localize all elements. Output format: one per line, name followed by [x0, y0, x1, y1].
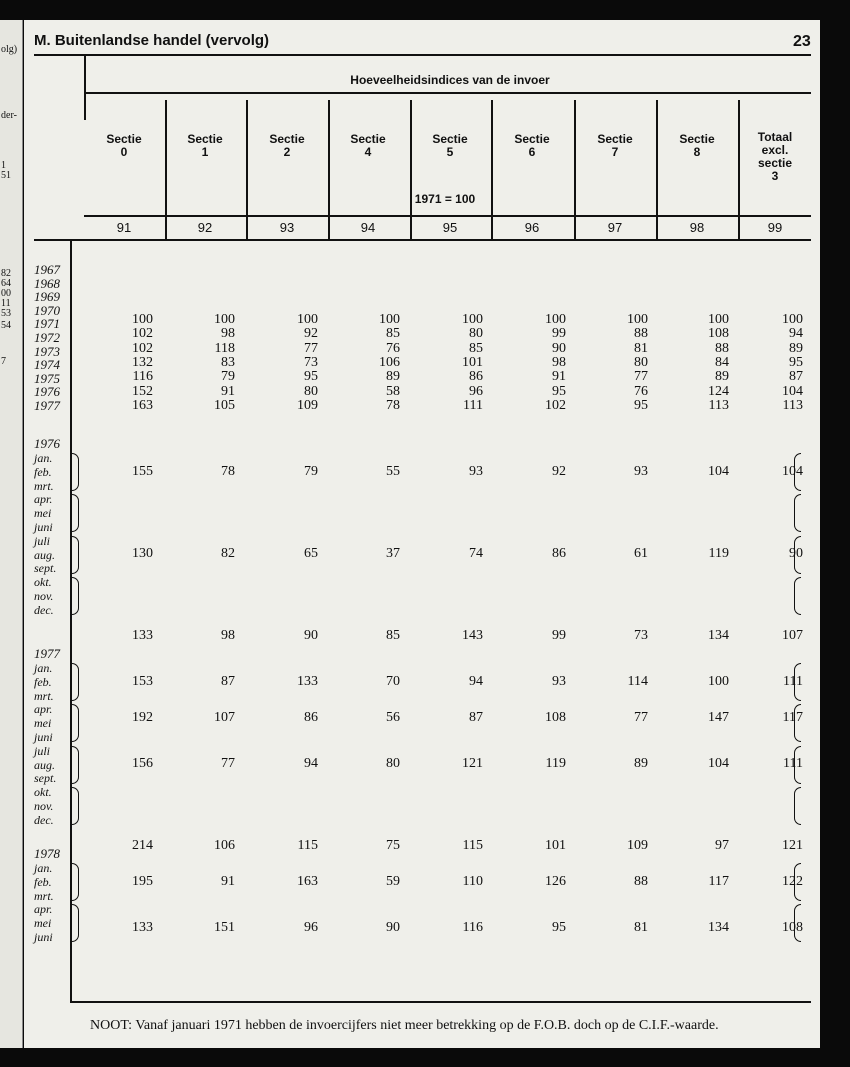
header-rule: [34, 54, 811, 56]
table-cell: 100: [545, 312, 566, 327]
table-cell: 92: [552, 464, 566, 479]
column-header-4: 4: [364, 145, 372, 159]
period-year-label: 1977: [34, 646, 60, 661]
quarter-brace: [72, 494, 79, 532]
table-cell: 91: [221, 383, 235, 399]
strip-fragment: 00: [1, 288, 11, 299]
column-header-9: Totaal: [757, 130, 793, 144]
table-cell: 81: [634, 920, 648, 935]
month-label: mei: [34, 716, 52, 731]
table-cell: 132: [132, 354, 153, 370]
quarter-brace: [794, 904, 801, 942]
table-cell: 98: [552, 354, 566, 370]
column-header-9: sectie: [757, 156, 793, 170]
table-cell: 109: [627, 838, 648, 853]
column-header-4: Sectie: [350, 132, 386, 146]
table-cell: 95: [634, 397, 648, 413]
page-number: 23: [793, 33, 811, 50]
month-label: mrt.: [34, 888, 54, 903]
table-cell: 59: [386, 874, 400, 889]
month-label: mrt.: [34, 478, 54, 493]
table-cell: 37: [386, 546, 400, 561]
quarter-brace: [794, 704, 801, 742]
footnote: NOOT: Vanaf januari 1971 hebben de invoercijfers niet meer betrekking op de F.O.B. doch op de C.I.F.-waarde.: [90, 1018, 719, 1033]
table-cell: 56: [386, 710, 400, 725]
stub-column-rule: [70, 239, 72, 1003]
table-cell: 93: [469, 464, 483, 479]
table-cell: 76: [386, 340, 400, 356]
table-cell: 78: [221, 464, 235, 479]
column-separator: [410, 100, 412, 240]
month-label: juni: [34, 930, 53, 944]
table-cell: 77: [304, 340, 318, 356]
table-cell: 108: [782, 920, 803, 935]
table-cell: 114: [627, 674, 648, 689]
table-cell: 92: [304, 326, 318, 342]
table-cell: 89: [634, 756, 648, 771]
table-cell: 155: [132, 464, 153, 479]
table-cell: 195: [132, 874, 153, 889]
quarter-brace: [72, 453, 79, 491]
column-header-6: Sectie: [514, 132, 550, 146]
table-cell: 88: [634, 326, 648, 342]
table-cell: 80: [469, 326, 483, 342]
period-year-label: 1978: [34, 846, 60, 861]
column-separator: [328, 100, 330, 240]
table-cell: 90: [789, 546, 803, 561]
table-cell: 108: [545, 710, 566, 725]
column-separator: [165, 100, 167, 240]
table-cell: 89: [789, 340, 803, 356]
table-bottom-rule: [70, 1001, 811, 1003]
table-cell: 121: [782, 838, 803, 853]
table-cell: 95: [304, 369, 318, 385]
year-label: 1975: [34, 370, 60, 386]
year-label: 1977: [34, 398, 60, 413]
table-cell: 111: [783, 756, 803, 771]
table-cell: 100: [708, 674, 729, 689]
table-cell: 113: [782, 397, 803, 413]
table-cell: 55: [386, 464, 400, 479]
month-label: jan.: [34, 661, 53, 675]
table-cell: 100: [782, 312, 803, 327]
code-row-rule: [34, 239, 811, 241]
month-label: juli: [34, 743, 51, 758]
table-cell: 79: [304, 464, 318, 479]
month-label: sept.: [34, 561, 57, 576]
table-cell: 96: [469, 383, 483, 399]
year-label: 1971: [34, 316, 60, 332]
month-label: jan.: [34, 451, 53, 465]
column-header-7: 7: [611, 145, 619, 159]
table-cell: 90: [386, 920, 400, 935]
strip-fragment: 11: [1, 298, 11, 309]
column-header-2: Sectie: [187, 132, 223, 146]
table-cell: 77: [634, 710, 648, 725]
table-cell: 163: [297, 874, 318, 889]
table-cell: 110: [462, 874, 483, 889]
strip-fragment: olg): [1, 44, 18, 55]
page-title: M. Buitenlandse handel (vervolg): [34, 32, 270, 49]
column-code: 93: [279, 220, 295, 235]
column-header-5: 5: [446, 145, 454, 159]
table-cell: 130: [132, 546, 153, 561]
strip-fragment: 54: [1, 320, 11, 331]
column-code: 95: [442, 220, 458, 235]
column-header-7: Sectie: [597, 132, 633, 146]
table-cell: 91: [552, 369, 566, 385]
table-cell: 93: [634, 464, 648, 479]
table-cell: 73: [304, 354, 318, 370]
quarter-brace: [72, 577, 79, 615]
quarter-brace: [794, 577, 801, 615]
month-label: apr.: [34, 492, 53, 507]
table-cell: 104: [708, 756, 729, 771]
quarter-brace: [794, 494, 801, 532]
year-label: 1967: [34, 262, 60, 277]
year-label: 1970: [34, 302, 60, 318]
table-cell: 134: [708, 920, 729, 935]
year-label: 1973: [34, 343, 60, 359]
month-label: juni: [34, 730, 53, 744]
table-cell: 106: [214, 838, 235, 853]
table-cell: 76: [634, 383, 648, 399]
column-header-9: 3: [771, 169, 779, 183]
month-label: juni: [34, 520, 53, 534]
column-header-3: Sectie: [269, 132, 305, 146]
table-cell: 100: [132, 312, 153, 327]
quarter-brace: [72, 904, 79, 942]
table-cell: 86: [469, 369, 483, 385]
column-separator: [491, 100, 493, 240]
table-cell: 85: [469, 340, 483, 356]
table-cell: 101: [545, 838, 566, 853]
table-cell: 95: [552, 383, 566, 399]
table-cell: 108: [708, 326, 729, 342]
caption-left-rule: [84, 56, 86, 120]
table-cell: 116: [462, 920, 483, 935]
table-cell: 111: [783, 674, 803, 689]
column-code: 98: [689, 220, 705, 235]
table-cell: 102: [545, 397, 566, 413]
table-cell: 95: [552, 920, 566, 935]
column-header-3: 2: [283, 145, 291, 159]
table-cell: 133: [297, 674, 318, 689]
table-cell: 152: [132, 383, 153, 399]
table-cell: 73: [634, 628, 648, 643]
adjacent-page-strip: [0, 20, 23, 1048]
table-cell: 105: [214, 397, 235, 413]
table-cell: 121: [462, 756, 483, 771]
caption-rule: [84, 92, 811, 94]
table-cell: 133: [132, 920, 153, 935]
table-cell: 104: [782, 383, 803, 399]
quarter-brace: [72, 746, 79, 784]
month-label: dec.: [34, 812, 54, 827]
table-cell: 87: [789, 369, 803, 385]
table-cell: 102: [132, 340, 153, 356]
header-bottom-rule: [84, 215, 811, 217]
table-cell: 147: [708, 710, 729, 725]
column-code: 91: [116, 220, 132, 235]
table-cell: 61: [634, 546, 648, 561]
table-cell: 100: [462, 312, 483, 327]
table-cell: 117: [782, 710, 803, 725]
column-header-8: Sectie: [679, 132, 715, 146]
table-cell: 84: [715, 354, 729, 370]
table-cell: 115: [297, 838, 318, 853]
table-cell: 133: [132, 628, 153, 643]
table-cell: 87: [221, 674, 235, 689]
table-cell: 143: [462, 628, 483, 643]
table-cell: 94: [469, 674, 483, 689]
quarter-brace: [72, 704, 79, 742]
table-cell: 101: [462, 354, 483, 370]
table-cell: 122: [782, 874, 803, 889]
month-label: mrt.: [34, 688, 54, 703]
table-cell: 107: [782, 628, 803, 643]
page: [24, 20, 820, 1048]
table-cell: 75: [386, 838, 400, 853]
table-cell: 82: [221, 546, 235, 561]
table-cell: 116: [132, 369, 153, 385]
month-label: sept.: [34, 771, 57, 786]
table-cell: 100: [379, 312, 400, 327]
table-cell: 90: [552, 340, 566, 356]
table-cell: 99: [552, 628, 566, 643]
table-cell: 119: [545, 756, 566, 771]
table-cell: 58: [386, 383, 400, 399]
column-header-1: 0: [120, 145, 128, 159]
table-cell: 109: [297, 397, 318, 413]
quarter-brace: [72, 787, 79, 825]
month-label: okt.: [34, 575, 52, 590]
column-code: 96: [524, 220, 540, 235]
month-label: aug.: [34, 757, 55, 772]
table-cell: 111: [463, 397, 483, 413]
table-cell: 124: [708, 383, 729, 399]
month-label: dec.: [34, 602, 54, 617]
strip-fragment: 7: [1, 356, 6, 367]
quarter-brace: [72, 536, 79, 574]
year-label: 1976: [34, 384, 60, 400]
table-cell: 94: [304, 756, 318, 771]
table-cell: 85: [386, 628, 400, 643]
table-cell: 214: [132, 838, 153, 853]
table-cell: 104: [782, 464, 803, 479]
table-cell: 98: [221, 628, 235, 643]
column-code: 97: [607, 220, 623, 235]
base-year-label: 1971 = 100: [414, 192, 476, 206]
table-cell: 80: [634, 354, 648, 370]
table-cell: 94: [789, 326, 803, 342]
table-cell: 91: [221, 874, 235, 889]
column-header-6: 6: [528, 145, 536, 159]
column-header-5: Sectie: [432, 132, 468, 146]
table-cell: 74: [469, 546, 483, 561]
year-label: 1969: [34, 289, 60, 305]
table-cell: 153: [132, 674, 153, 689]
table-cell: 100: [627, 312, 648, 327]
table-cell: 107: [214, 710, 235, 725]
year-label: 1972: [34, 330, 60, 345]
table-cell: 134: [708, 628, 729, 643]
month-label: nov.: [34, 589, 54, 603]
table-cell: 117: [708, 874, 729, 889]
table-cell: 98: [221, 326, 235, 342]
table-caption: Hoeveelheidsindices van de invoer: [350, 73, 550, 87]
table-cell: 100: [708, 312, 729, 327]
quarter-brace: [72, 863, 79, 901]
strip-fragment: 51: [1, 170, 11, 181]
month-label: okt.: [34, 785, 52, 800]
table-cell: 102: [132, 326, 153, 342]
month-label: apr.: [34, 702, 53, 717]
table-cell: 97: [715, 838, 729, 853]
table-cell: 192: [132, 710, 153, 725]
column-code: 99: [767, 220, 783, 235]
quarter-brace: [72, 663, 79, 701]
column-code: 92: [197, 220, 213, 235]
table-cell: 89: [715, 369, 729, 385]
month-label: aug.: [34, 547, 55, 562]
table-cell: 95: [789, 354, 803, 370]
table-cell: 100: [297, 312, 318, 327]
table-cell: 126: [545, 874, 566, 889]
month-label: mei: [34, 506, 52, 521]
column-header-2: 1: [201, 145, 209, 159]
table-cell: 151: [214, 920, 235, 935]
table-cell: 119: [708, 546, 729, 561]
table-cell: 80: [386, 756, 400, 771]
table-cell: 163: [132, 397, 153, 413]
table-cell: 88: [715, 340, 729, 356]
strip-fragment: 1: [1, 160, 6, 171]
table-cell: 115: [462, 838, 483, 853]
period-year-label: 1976: [34, 436, 60, 451]
table-cell: 113: [708, 397, 729, 413]
table-cell: 100: [214, 312, 235, 327]
column-header-1: Sectie: [106, 132, 142, 146]
table-cell: 83: [221, 354, 235, 370]
table-cell: 87: [469, 710, 483, 725]
strip-fragment: der-: [1, 110, 17, 121]
table-cell: 86: [304, 710, 318, 725]
column-separator: [656, 100, 658, 240]
month-label: nov.: [34, 799, 54, 813]
strip-fragment: 82: [1, 268, 11, 279]
column-header-8: 8: [693, 145, 701, 159]
table-cell: 80: [304, 383, 318, 399]
column-header-9: excl.: [761, 143, 789, 157]
table-cell: 104: [708, 464, 729, 479]
table-cell: 96: [304, 920, 318, 935]
month-label: feb.: [34, 464, 52, 479]
month-label: mei: [34, 916, 52, 931]
table-cell: 70: [386, 674, 400, 689]
month-label: feb.: [34, 674, 52, 689]
table-cell: 79: [221, 369, 235, 385]
month-label: juli: [34, 533, 51, 548]
month-label: jan.: [34, 861, 53, 875]
table-cell: 65: [304, 546, 318, 561]
table-cell: 78: [386, 397, 400, 413]
table-cell: 106: [379, 354, 400, 370]
table-cell: 93: [552, 674, 566, 689]
table-cell: 118: [214, 340, 235, 356]
year-label: 1968: [34, 275, 60, 291]
table-cell: 86: [552, 546, 566, 561]
table-cell: 77: [221, 756, 235, 771]
table-cell: 85: [386, 326, 400, 342]
table-cell: 90: [304, 628, 318, 643]
strip-fragment: 64: [1, 278, 11, 289]
month-label: feb.: [34, 874, 52, 889]
table-cell: 77: [634, 369, 648, 385]
column-separator: [574, 100, 576, 240]
table-cell: 88: [634, 874, 648, 889]
table-cell: 89: [386, 369, 400, 385]
column-code: 94: [360, 220, 376, 235]
year-label: 1974: [34, 357, 60, 373]
quarter-brace: [794, 787, 801, 825]
table-cell: 81: [634, 340, 648, 356]
strip-fragment: 53: [1, 308, 11, 319]
table-cell: 156: [132, 756, 153, 771]
column-separator: [246, 100, 248, 240]
table-cell: 99: [552, 326, 566, 342]
month-label: apr.: [34, 902, 53, 917]
